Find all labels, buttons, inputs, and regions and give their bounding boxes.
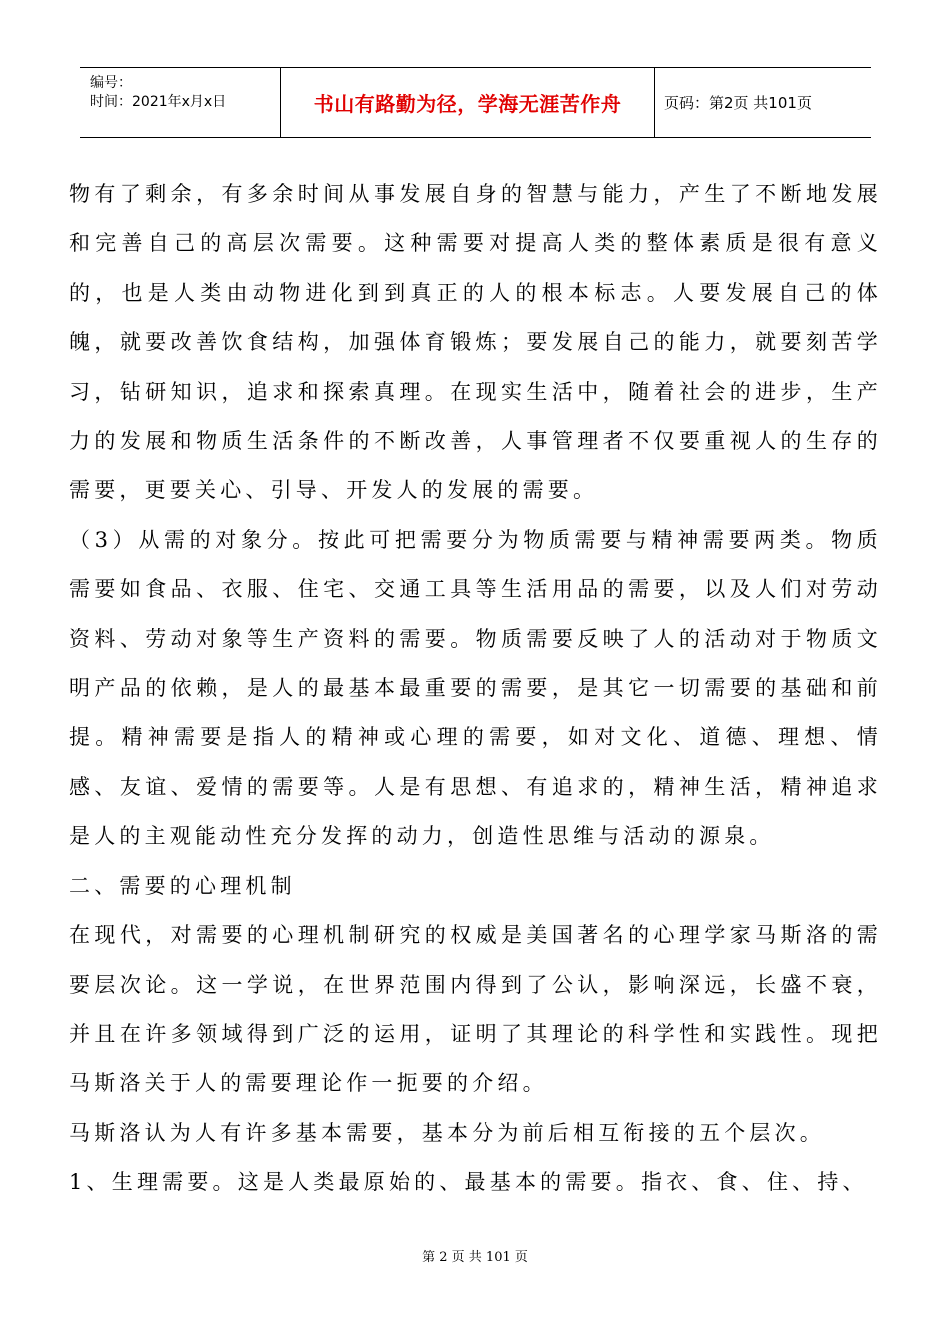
paragraph: 马斯洛认为人有许多基本需要，基本分为前后相互衔接的五个层次。: [69, 1120, 825, 1145]
document-body: [69, 170, 882, 1208]
header-motto: 书山有路勤为径，学海无涯苦作舟: [281, 68, 655, 137]
header-meta: [80, 68, 281, 137]
paragraph: （3）从需的对象分。按此可把需要分为物质需要与精神需要两类。物质需要如食品、衣服、住宅、交通工具等生活用品的需要，以及人们对劳动资料、劳动对象等生产资料的需要。物质需要反映了人的活动对于物质文明产品的依赖，是人的最基本最重要的需要，是其它一切需要的基础和前提。精神需要是指人的精神或心理的需要，如对文化、道德、理想、情感、友谊、爱情的需要等。人是有思想、有追求的，精神生活，精神追求是人的主观能动性充分发挥的动力，创造性思维与活动的源泉。: [69, 527, 882, 849]
paragraph: 1、生理需要。这是人类最原始的、最基本的需要。指衣、食、住、持、: [69, 1170, 868, 1195]
header-page-number: 页码：第2页 共101页: [664, 94, 812, 112]
document-number-label: 编号：: [90, 75, 132, 91]
paragraph: 在现代，对需要的心理机制研究的权威是美国著名的心理学家马斯洛的需要层次论。这一学说，在世界范围内得到了公认，影响深远，长盛不衰，并且在许多领域得到广泛的运用，证明了其理论的科学性和实践性。现把马斯洛关于人的需要理论作一扼要的介绍。: [69, 923, 882, 1096]
page-footer: 第 2 页 共 101 页: [422, 1250, 528, 1265]
document-date-label: 时间：2021年x月x日: [90, 94, 227, 110]
section-heading: 二、需要的心理机制: [69, 873, 296, 898]
paragraph: 物有了剩余，有多余时间从事发展自身的智慧与能力，产生了不断地发展和完善自己的高层次需要。这种需要对提高人类的整体素质是很有意义的，也是人类由动物进化到到真正的人的根本标志。人要发展自己的体魄，就要改善饮食结构，加强体育锻炼；要发展自己的能力，就要刻苦学习，钻研知识，追求和探索真理。在现实生活中，随着社会的进步，生产力的发展和物质生活条件的不断改善，人事管理者不仅要重视人的生存的需要，更要关心、引导、开发人的发展的需要。: [69, 182, 882, 503]
page-header: [80, 67, 871, 138]
